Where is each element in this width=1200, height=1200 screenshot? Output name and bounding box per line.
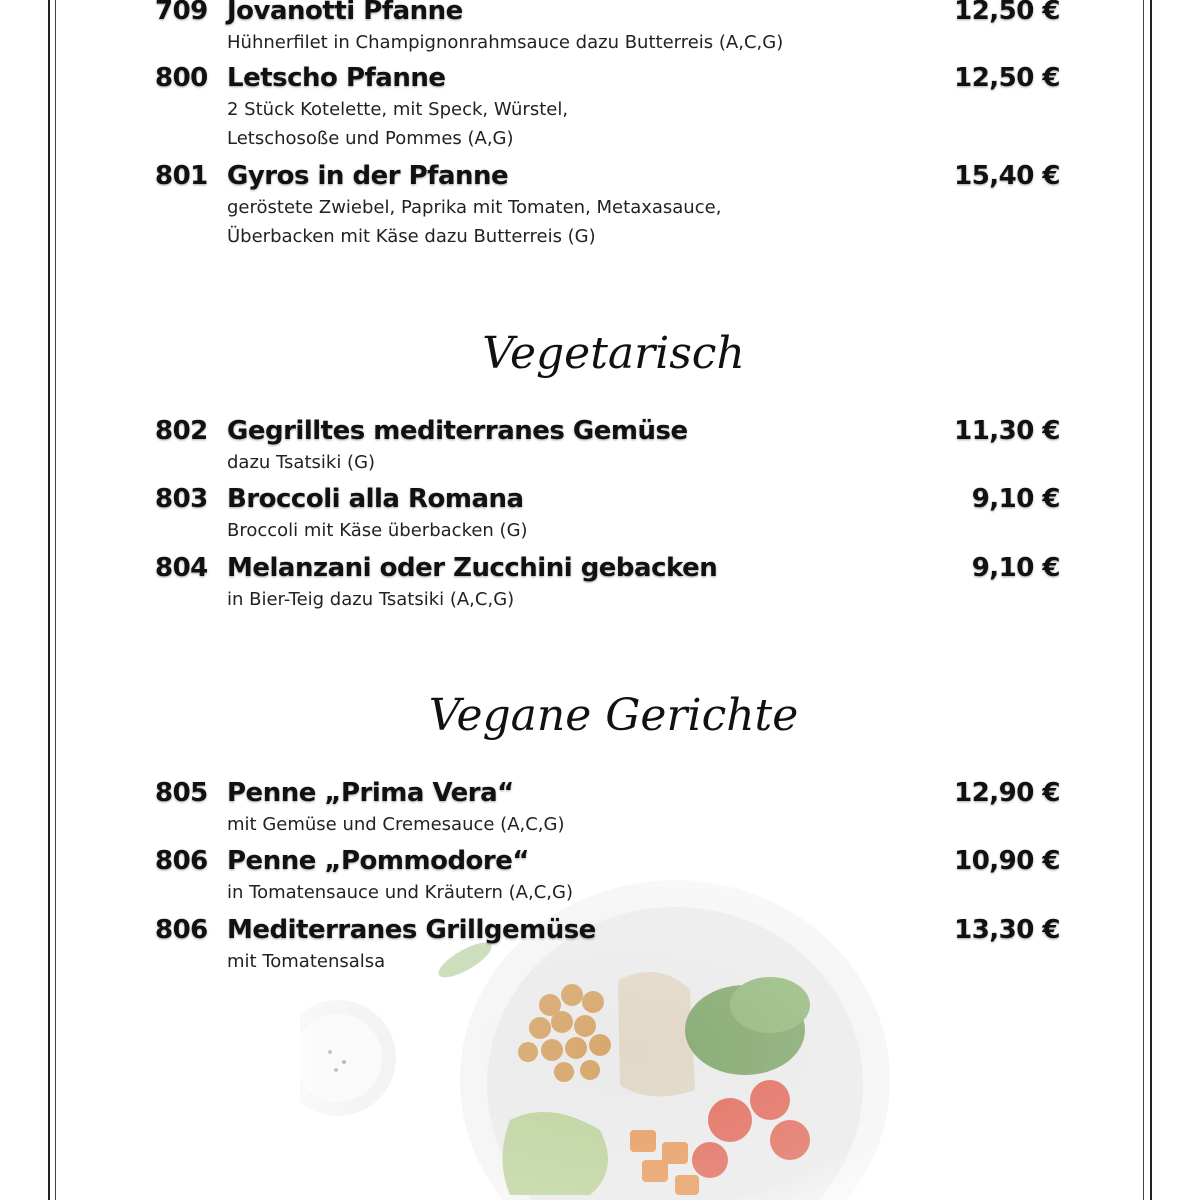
item-name: Mediterranes Grillgemüse xyxy=(227,915,596,945)
page-border-left-outer xyxy=(48,0,50,1200)
item-description: in Bier-Teig dazu Tsatsiki (A,C,G) xyxy=(227,589,515,610)
item-price: 12,50 € xyxy=(954,0,1060,26)
item-price: 15,40 € xyxy=(954,161,1060,191)
item-price: 12,90 € xyxy=(954,778,1060,808)
item-price: 9,10 € xyxy=(971,484,1060,514)
item-price: 13,30 € xyxy=(954,915,1060,945)
item-description: Hühnerfilet in Champignonrahmsauce dazu Butterreis (A,C,G) xyxy=(227,32,784,53)
item-description: 2 Stück Kotelette, mit Speck, Würstel, xyxy=(227,99,569,120)
menu-item-805 xyxy=(155,776,1060,839)
item-description: mit Tomatensalsa xyxy=(227,951,386,972)
item-name: Letscho Pfanne xyxy=(227,63,446,93)
item-name: Penne „Pommodore“ xyxy=(227,846,529,876)
item-number: 804 xyxy=(155,553,208,583)
menu-item-801 xyxy=(155,159,1060,251)
item-price: 11,30 € xyxy=(954,416,1060,446)
item-description: in Tomatensauce und Kräutern (A,C,G) xyxy=(227,882,573,903)
menu-item-806-grillgemuese xyxy=(155,913,1060,976)
item-description: geröstete Zwiebel, Paprika mit Tomaten, Metaxasauce, xyxy=(227,197,722,218)
item-name: Jovanotti Pfanne xyxy=(227,0,463,26)
menu-item-709 xyxy=(155,0,1060,57)
item-number: 803 xyxy=(155,484,208,514)
item-description: Broccoli mit Käse überbacken (G) xyxy=(227,520,528,541)
menu-item-804 xyxy=(155,551,1060,614)
item-name: Broccoli alla Romana xyxy=(227,484,524,514)
item-description: mit Gemüse und Cremesauce (A,C,G) xyxy=(227,814,565,835)
page-border-right-outer xyxy=(1150,0,1152,1200)
section-title-vegetarisch: Vegetarisch xyxy=(482,328,745,379)
item-price: 10,90 € xyxy=(954,846,1060,876)
item-name: Penne „Prima Vera“ xyxy=(227,778,514,808)
item-description: Überbacken mit Käse dazu Butterreis (G) xyxy=(227,226,596,247)
page-border-right-inner xyxy=(1143,0,1144,1200)
item-number: 802 xyxy=(155,416,208,446)
menu-item-803 xyxy=(155,482,1060,545)
item-number: 800 xyxy=(155,63,208,93)
item-number: 806 xyxy=(155,846,208,876)
item-description: dazu Tsatsiki (G) xyxy=(227,452,376,473)
item-price: 12,50 € xyxy=(954,63,1060,93)
item-number: 806 xyxy=(155,915,208,945)
item-name: Gyros in der Pfanne xyxy=(227,161,509,191)
item-number: 709 xyxy=(155,0,208,26)
section-title-vegane-gerichte: Vegane Gerichte xyxy=(428,690,799,741)
item-number: 801 xyxy=(155,161,208,191)
item-price: 9,10 € xyxy=(971,553,1060,583)
item-name: Gegrilltes mediterranes Gemüse xyxy=(227,416,688,446)
menu-item-802 xyxy=(155,414,1060,477)
item-description: Letschosoße und Pommes (A,G) xyxy=(227,128,514,149)
page-border-left-inner xyxy=(55,0,56,1200)
item-number: 805 xyxy=(155,778,208,808)
menu-item-800 xyxy=(155,61,1060,153)
menu-item-806-pommodore xyxy=(155,844,1060,907)
item-name: Melanzani oder Zucchini gebacken xyxy=(227,553,718,583)
